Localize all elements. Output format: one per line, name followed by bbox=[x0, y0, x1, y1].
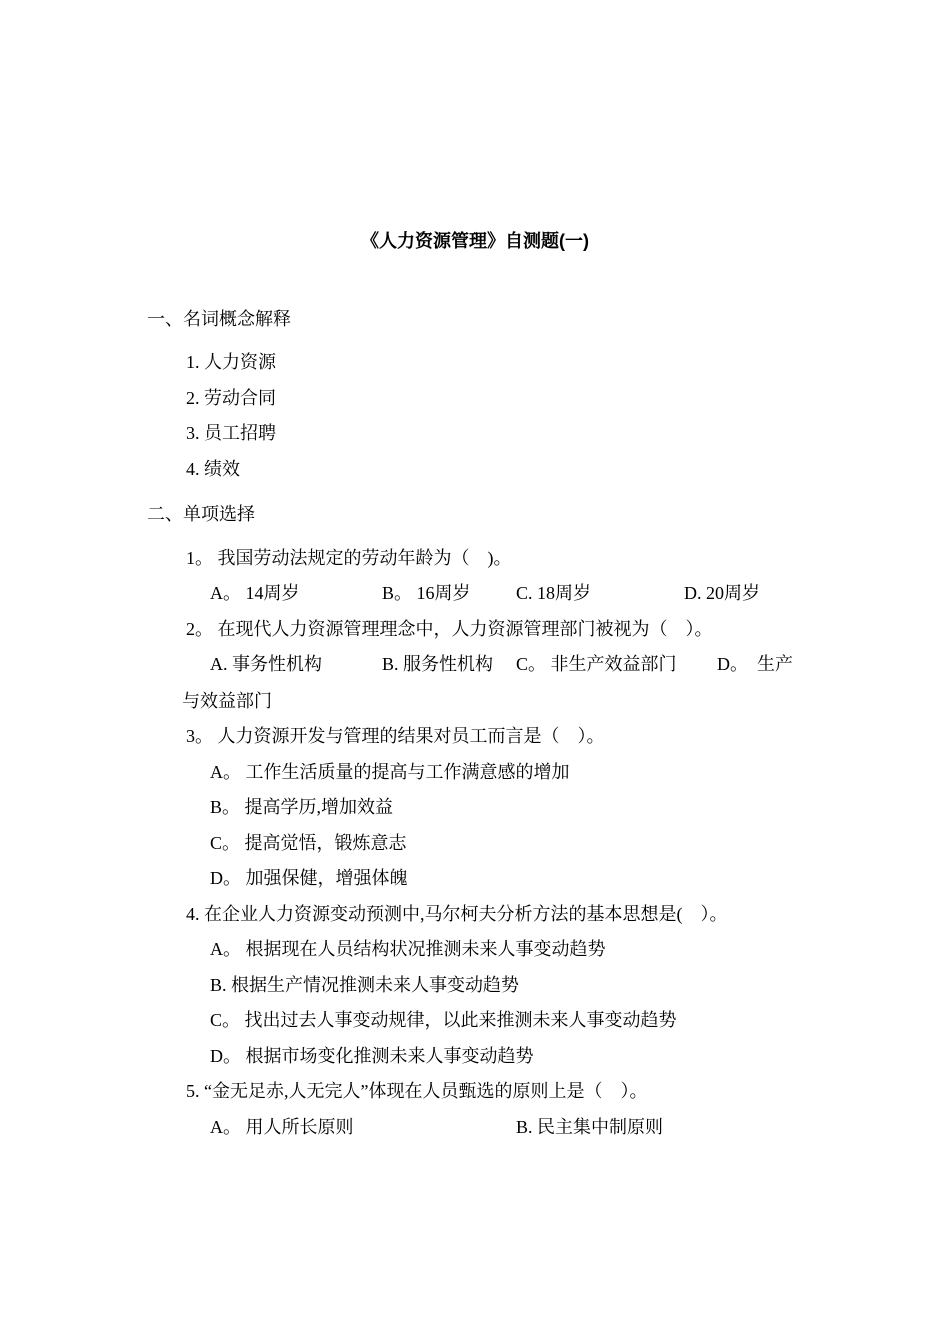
question-4: 4. 在企业人力资源变动预测中,马尔柯夫分析方法的基本思想是( ）。 bbox=[186, 904, 728, 924]
q1-option-d: D. 20周岁 bbox=[684, 583, 760, 603]
document-title: 《人力资源管理》自测题(一) bbox=[361, 231, 589, 251]
q1-option-b: B。 16周岁 bbox=[382, 583, 471, 603]
term-item: 2. 劳动合同 bbox=[186, 388, 276, 408]
q4-option-a: A。 根据现在人员结构状况推测未来人事变动趋势 bbox=[210, 939, 606, 959]
term-item: 1. 人力资源 bbox=[186, 352, 276, 372]
q1-option-c: C. 18周岁 bbox=[516, 583, 592, 603]
term-item: 4. 绩效 bbox=[186, 459, 240, 479]
q2-option-a: A. 事务性机构 bbox=[210, 654, 322, 674]
q1-option-a: A。 14周岁 bbox=[210, 583, 300, 603]
q4-option-b: B. 根据生产情况推测未来人事变动趋势 bbox=[210, 975, 520, 995]
q3-option-c: C。 提高觉悟，锻炼意志 bbox=[210, 833, 407, 853]
q5-option-b: B. 民主集中制原则 bbox=[516, 1117, 664, 1137]
q5-option-a: A。 用人所长原则 bbox=[210, 1117, 354, 1137]
question-2: 2。 在现代人力资源管理理念中，人力资源管理部门被视为（ ）。 bbox=[186, 619, 713, 639]
q3-option-a: A。 工作生活质量的提高与工作满意感的增加 bbox=[210, 762, 570, 782]
question-3: 3。 人力资源开发与管理的结果对员工而言是（ ）。 bbox=[186, 726, 605, 746]
term-item: 3. 员工招聘 bbox=[186, 423, 276, 443]
question-1: 1。 我国劳动法规定的劳动年龄为（ )。 bbox=[186, 548, 512, 568]
section-heading-single-choice: 二、单项选择 bbox=[147, 504, 255, 524]
q2-option-d: D。 生产 bbox=[717, 654, 793, 674]
q2-option-d-continuation: 与效益部门 bbox=[182, 691, 272, 711]
q4-option-d: D。 根据市场变化推测未来人事变动趋势 bbox=[210, 1046, 534, 1066]
q2-option-c: C。 非生产效益部门 bbox=[516, 654, 677, 674]
q2-option-b: B. 服务性机构 bbox=[382, 654, 494, 674]
q3-option-b: B。 提高学历,增加效益 bbox=[210, 797, 394, 817]
question-5: 5. “金无足赤,人无完人”体现在人员甄选的原则上是（ ）。 bbox=[186, 1081, 648, 1101]
section-heading-definitions: 一、名词概念解释 bbox=[147, 309, 291, 329]
q4-option-c: C。 找出过去人事变动规律，以此来推测未来人事变动趋势 bbox=[210, 1010, 677, 1030]
q3-option-d: D。 加强保健，增强体魄 bbox=[210, 868, 408, 888]
